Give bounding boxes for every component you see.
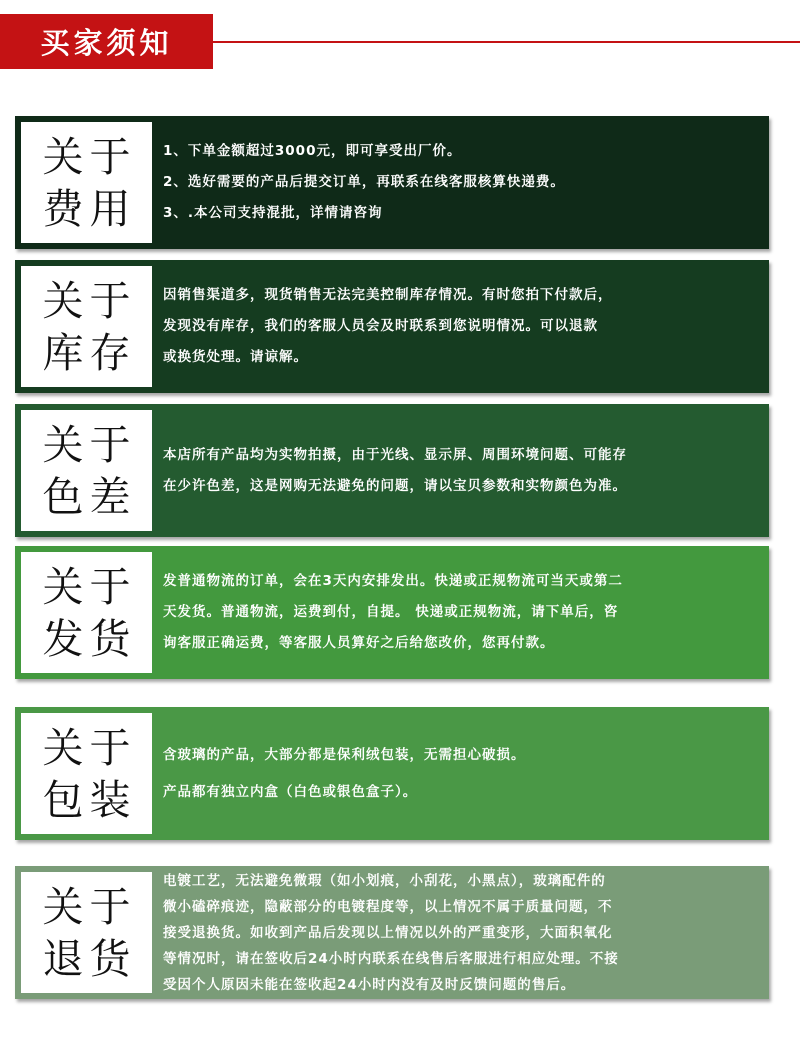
content-line: 1、下单金额超过3000元，即可享受出厂价。 <box>163 143 462 159</box>
section-label-line: 关于 <box>42 420 137 469</box>
content-line: 在少许色差，这是网购无法避免的问题，请以宝贝参数和实物颜色为准。 <box>163 477 627 494</box>
section-label-line: 发货 <box>42 614 137 663</box>
header-divider <box>213 41 800 43</box>
section-label-line: 关于 <box>42 882 137 931</box>
section-label <box>21 872 152 993</box>
section-label-line: 关于 <box>42 132 137 181</box>
section-content <box>163 260 761 393</box>
section-label <box>21 552 152 673</box>
content-line: 本店所有产品均为实物拍摄，由于光线、显示屏、周围环境问题、可能存 <box>163 446 627 463</box>
content-line: 受因个人原因未能在签收起24小时内没有及时反馈问题的售后。 <box>163 976 576 993</box>
section-content <box>163 116 761 249</box>
section-label-line: 色差 <box>42 472 137 521</box>
header-banner <box>0 14 213 69</box>
content-line: 发普通物流的订单，会在3天内安排发出。快递或正规物流可当天或第二 <box>163 573 623 589</box>
section-content <box>163 404 761 537</box>
section-label-line: 关于 <box>42 723 137 772</box>
content-line: 含玻璃的产品，大部分都是保利绒包装，无需担心破损。 <box>163 746 526 763</box>
page-title: 买家须知 <box>40 26 173 60</box>
content-line: 3、.本公司支持混批，详情请咨询 <box>163 205 383 221</box>
content-line: 2、选好需要的产品后提交订单，再联系在线客服核算快递费。 <box>163 174 565 190</box>
content-line: 等情况时，请在签收后24小时内联系在线售后客服进行相应处理。不接 <box>163 950 619 967</box>
section-returns <box>15 866 769 999</box>
section-label-line: 费用 <box>42 184 137 233</box>
content-line: 天发货。普通物流，运费到付，自提。 快递或正规物流，请下单后，咨 <box>163 604 619 620</box>
section-label-line: 退货 <box>42 934 137 983</box>
section-label-line: 包装 <box>42 775 137 824</box>
section-packaging <box>15 707 769 840</box>
content-line: 因销售渠道多，现货销售无法完美控制库存情况。有时您拍下付款后， <box>163 287 613 303</box>
section-label-line: 库存 <box>42 328 137 377</box>
section-label <box>21 266 152 387</box>
content-line: 或换货处理。请谅解。 <box>163 349 308 365</box>
content-line: 接受退换货。如收到产品后发现以上情况以外的严重变形，大面积氧化 <box>163 924 613 941</box>
section-shipping <box>15 546 769 679</box>
content-line: 发现没有库存，我们的客服人员会及时联系到您说明情况。可以退款 <box>163 318 598 334</box>
section-color-difference <box>15 404 769 537</box>
section-label-line: 关于 <box>42 276 137 325</box>
section-label <box>21 122 152 243</box>
section-label <box>21 713 152 834</box>
content-line: 微小磕碎痕迹，隐蔽部分的电镀程度等，以上情况不属于质量问题，不 <box>163 898 613 915</box>
content-line: 询客服正确运费，等客服人员算好之后给您改价，您再付款。 <box>163 635 555 651</box>
content-line: 产品都有独立内盒（白色或银色盒子）。 <box>163 783 418 800</box>
section-label <box>21 410 152 531</box>
content-line: 电镀工艺，无法避免微瑕（如小划痕，小刮花，小黑点），玻璃配件的 <box>163 872 606 889</box>
section-inventory <box>15 260 769 393</box>
section-content <box>163 866 761 999</box>
section-label-line: 关于 <box>42 562 137 611</box>
section-content <box>163 546 761 679</box>
section-content <box>163 707 761 840</box>
section-fees <box>15 116 769 249</box>
